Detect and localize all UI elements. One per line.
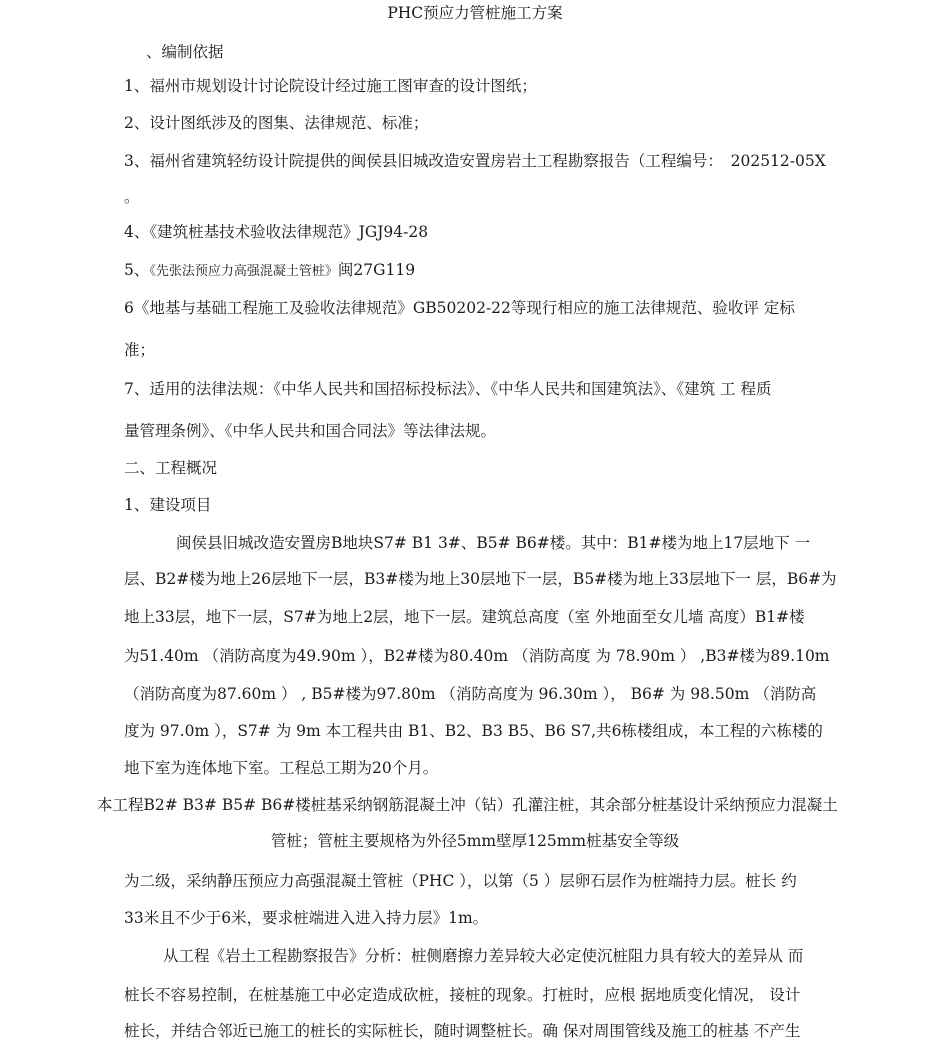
- paragraph-4-line-1: 从工程《岩土工程勘察报告》分析：桩侧磨擦力差异较大必定使沉桩阻力具有较大的差异从 而: [163, 947, 804, 965]
- basis-item-7-end: 量管理条例》、《中华人民共和国合同法》等法律法规。: [124, 422, 497, 440]
- paragraph-1-line-5: （消防高度为87.60m ） , B5#楼为97.80m （消防高度为 96.30m ）， B6# 为 98.50m （消防高: [124, 685, 817, 703]
- paragraph-1-line-7: 地下室为连体地下室。工程总工期为20个月。: [124, 759, 439, 777]
- paragraph-1-line-4: 为51.40m （消防高度为49.90m ），B2#楼为80.40m （消防高度 为 78.90m ） ,B3#楼为89.10m: [124, 647, 830, 665]
- basis-item-5: [0, 259, 950, 283]
- paragraph-2-line-2: 管桩；管桩主要规格为外径5mm壁厚125mm桩基安全等级: [270, 832, 680, 850]
- basis-item-5-standard: 《先张法预应力高强混凝土管桩》: [149, 264, 338, 279]
- subheading-project: 1、建设项目: [124, 496, 212, 514]
- basis-item-3-end: 。: [124, 188, 140, 206]
- basis-item-3: 3、福州省建筑轻纺设计院提供的闽侯县旧城改造安置房岩土工程勘察报告（工程编号： 202512-05X: [124, 152, 826, 170]
- basis-item-4: 4、《建筑桩基技术验收法律规范》JGJ94-28: [124, 223, 429, 241]
- paragraph-1-line-6: 度为 97.0m ），S7# 为 9m 本工程共由 B1、B2、B3 B5、B6 S7,共6栋楼组成，本工程的六栋楼的: [124, 722, 823, 740]
- section-heading-basis: 、编制依据: [146, 43, 224, 61]
- paragraph-1-line-1: 闽侯县旧城改造安置房B地块S7# B1 3#、B5# B6#楼。其中：B1#楼为地上17层地下 一: [176, 534, 811, 552]
- paragraph-4-line-3: 桩长，并结合邻近已施工的桩长的实际桩长，随时调整桩长。确 保对周围管线及施工的桩基 不产生: [124, 1022, 801, 1040]
- basis-item-5-code: 闽27G119: [337, 261, 416, 279]
- basis-item-7: 7、适用的法律法规：《中华人民共和国招标投标法》、《中华人民共和国建筑法》、《建筑 工 程质: [124, 380, 772, 398]
- paragraph-4-line-2: 桩长不容易控制，在桩基施工中必定造成砍桩，接桩的现象。打桩时，应根 据地质变化情况， 设计: [124, 986, 801, 1004]
- basis-item-2: 2、设计图纸涉及的图集、法律规范、标准；: [124, 114, 429, 132]
- section-heading-overview: 二、工程概况: [124, 459, 218, 477]
- basis-item-5-number: 5、: [124, 261, 150, 279]
- paragraph-1-line-3: 地上33层，地下一层，S7#为地上2层，地下一层。建筑总高度（室 外地面至女儿墙 高度）B1#楼: [124, 608, 805, 626]
- document-title: PHC预应力管桩施工方案: [387, 4, 563, 22]
- paragraph-3-line-2: 33米且不少于6米，要求桩端进入进入持力层》1m。: [124, 909, 489, 927]
- basis-item-6-end: 准；: [124, 341, 156, 359]
- paragraph-2-line-1: 本工程B2# B3# B5# B6#楼桩基采纳钢筋混凝土冲（钻）孔灌注桩，其余部分桩基设计采纳预应力混凝土: [97, 796, 838, 814]
- basis-item-1: 1、福州市规划设计讨论院设计经过施工图审查的设计图纸；: [124, 77, 537, 95]
- paragraph-1-line-2: 层、B2#楼为地上26层地下一层，B3#楼为地上30层地下一层，B5#楼为地上33层地下一 层，B6#为: [124, 570, 837, 588]
- basis-item-6: 6《地基与基础工程施工及验收法律规范》GB50202-22等现行相应的施工法律规范、验收评 定标: [124, 299, 795, 317]
- paragraph-3-line-1: 为二级，采纳静压预应力高强混凝土管桩（PHC ），以第（5 ）层卵石层作为桩端持力层。桩长 约: [124, 872, 797, 890]
